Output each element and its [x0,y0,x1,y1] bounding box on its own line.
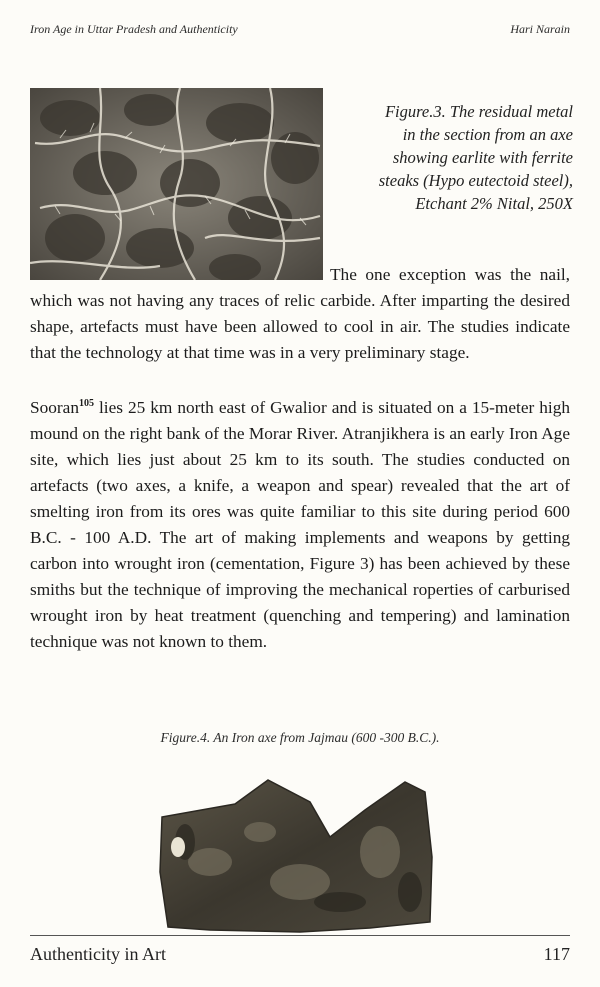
footer-book-title: Authenticity in Art [30,944,166,964]
caption-line: Etchant 2% Nital, 250X [415,194,573,213]
footnote-ref: 105 [78,398,94,410]
footer-rule [30,935,570,936]
page-number: 117 [543,944,570,964]
micrograph-graphic [30,88,323,280]
paragraph-1: The one exception was the nail, which was not having any traces of relic carbide. After imparting the desired shape, artefacts must have been allowed to cool in air. The studies indicate that the technology at that time was in a very preliminary stage. [30,265,570,362]
paragraph-2 [30,395,570,655]
site-name: Sooran [30,398,79,417]
figure-3-micrograph [30,88,323,280]
running-head-title: Iron Age in Uttar Pradesh and Authenticity [30,22,238,36]
page-footer [30,944,570,965]
running-head-author: Hari Narain [510,22,570,36]
running-head [30,22,570,37]
axe-graphic [150,762,450,937]
figure-4-axe-photo [150,762,450,937]
caption-line: steaks (Hypo eutectoid steel), [378,171,573,190]
figure-4-caption: Figure.4. An Iron axe from Jajmau (600 -300 B.C.). [160,730,440,745]
paragraph-2-text: lies 25 km north east of Gwalior and is situated on a 15-meter high mound on the right bank of the Morar River. Atranjikhera is an early Iron Age site, which lies just about 25 km to its south. The studies conducted on artefacts (two axes, a knife, a weapon and spear) revealed that the art of smelting iron from its ores was quite familiar to this site during period 600 B.C. - 100 A.D. The art of making implements and weapons by getting carbon into wrought iron (cementation, Figure 3) has been achieved by these smiths but the technique of improving the mechanical roperties of carburised wrought iron by heat treatment (quenching and tempering) and lamination technique was not known to them. [30,398,570,651]
caption-line: in the section from an axe [402,125,573,144]
caption-line: showing earlite with ferrite [392,148,573,167]
figure-3-caption [333,100,573,215]
caption-line: Figure.3. The residual metal [384,102,573,121]
